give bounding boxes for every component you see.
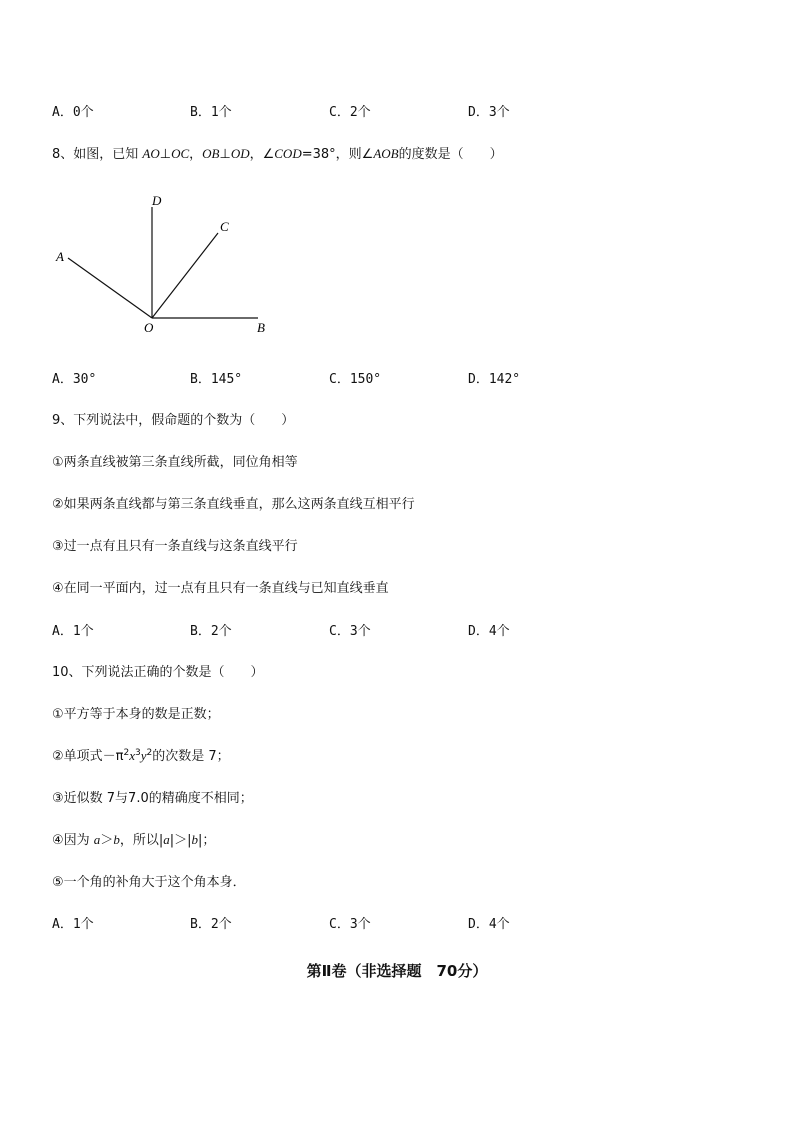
q10-stem: 10、下列说法正确的个数是（ ） xyxy=(52,665,264,680)
q7-option-b: B．1个 xyxy=(190,105,232,120)
q7-option-d: D．3个 xyxy=(468,105,510,120)
section-title: 第Ⅱ卷（非选择题 70分） xyxy=(306,962,488,980)
label-o: O xyxy=(144,320,154,335)
q7-option-c: C．2个 xyxy=(329,105,371,120)
ray-oc xyxy=(152,233,218,318)
q9-statement-1: ①两条直线被第三条直线所截，同位角相等 xyxy=(52,455,298,470)
q10-option-b: B．2个 xyxy=(190,917,232,932)
q10-statement-5: ⑤一个角的补角大于这个角本身． xyxy=(52,875,246,890)
q9-stem: 9、下列说法中，假命题的个数为（ ） xyxy=(52,413,295,428)
label-d: D xyxy=(152,193,162,208)
q10-statement-3: ③近似数 7与7.0的精确度不相同； xyxy=(52,791,253,806)
q9-option-b: B．2个 xyxy=(190,624,232,639)
q9-option-c: C．3个 xyxy=(329,624,371,639)
q8-option-d: D．142° xyxy=(468,372,521,387)
q9-option-a: A．1个 xyxy=(52,624,94,639)
q10-option-c: C．3个 xyxy=(329,917,371,932)
q8-option-c: C．150° xyxy=(329,372,382,387)
q8-angle-figure xyxy=(40,185,280,345)
ray-oa xyxy=(68,258,152,318)
q7-option-a: A．0个 xyxy=(52,105,94,120)
label-c: C xyxy=(220,219,229,234)
q10-statement-1: ①平方等于本身的数是正数； xyxy=(52,707,220,722)
q10-option-a: A．1个 xyxy=(52,917,94,932)
label-b: B xyxy=(257,320,265,335)
q9-option-d: D．4个 xyxy=(468,624,510,639)
q8-stem: 8、如图，已知 AO⊥OC，OB⊥OD，∠COD=38°，则∠AOB的度数是（ ） xyxy=(52,146,503,162)
q10-statement-4: ④因为 a＞b，所以|a|＞|b|； xyxy=(52,832,216,848)
label-a: A xyxy=(56,249,64,264)
q9-statement-3: ③过一点有且只有一条直线与这条直线平行 xyxy=(52,539,298,554)
q8-option-a: A．30° xyxy=(52,372,97,387)
q8-option-b: B．145° xyxy=(190,372,243,387)
q9-statement-4: ④在同一平面内，过一点有且只有一条直线与已知直线垂直 xyxy=(52,581,389,596)
q9-statement-2: ②如果两条直线都与第三条直线垂直，那么这两条直线互相平行 xyxy=(52,497,415,512)
q10-statement-2: ②单项式$-\pi^2x^3y^2$的次数是 7； xyxy=(52,748,230,764)
q10-option-d: D．4个 xyxy=(468,917,510,932)
